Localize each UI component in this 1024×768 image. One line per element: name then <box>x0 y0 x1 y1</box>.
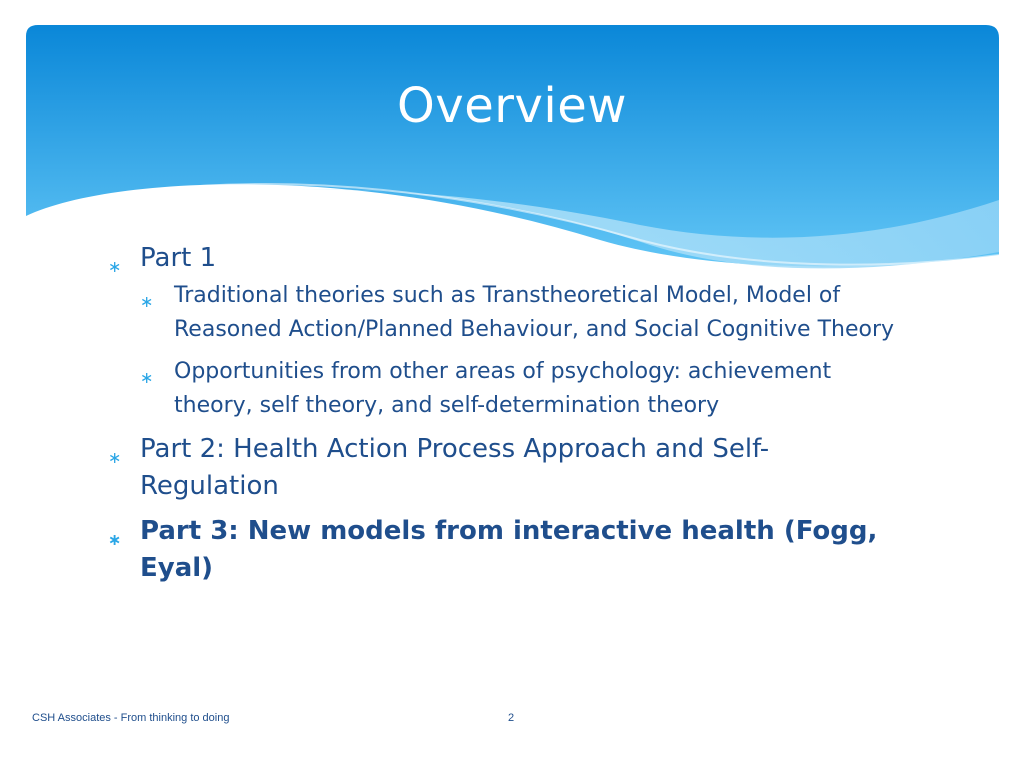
bullet-text: Part 2: Health Action Process Approach and Self-Regulation <box>140 434 770 501</box>
footer-text: CSH Associates - From thinking to doing <box>32 712 230 724</box>
page-number: 2 <box>508 712 515 724</box>
bullet-text: Part 1 <box>140 243 217 273</box>
bullet-item-part-3 <box>108 513 908 587</box>
asterisk-bullet-icon: ∗ <box>108 530 122 549</box>
sub-bullet-item-opportunities <box>140 355 908 423</box>
bullet-text: Part 3: New models from interactive health (Fogg, Eyal) <box>140 516 878 583</box>
asterisk-bullet-icon: ∗ <box>108 257 122 276</box>
sub-bullet-item-traditional-theories <box>140 279 908 347</box>
bullet-list <box>108 240 908 587</box>
header-band <box>26 25 999 266</box>
sub-bullet-text: Traditional theories such as Transtheoretical Model, Model of Reasoned Action/Planned Behaviour, and Social Cognitive Theory <box>174 283 895 342</box>
asterisk-bullet-icon: ∗ <box>140 368 154 387</box>
sub-bullet-list <box>140 279 908 423</box>
slide-title: Overview <box>397 78 627 134</box>
asterisk-bullet-icon: ∗ <box>108 448 122 467</box>
sub-bullet-text: Opportunities from other areas of psychology: achievement theory, self theory, and self-determination theory <box>174 359 832 418</box>
asterisk-bullet-icon: ∗ <box>140 292 154 311</box>
bullet-item-part-2 <box>108 431 908 505</box>
bullet-item-part-1 <box>108 240 908 277</box>
